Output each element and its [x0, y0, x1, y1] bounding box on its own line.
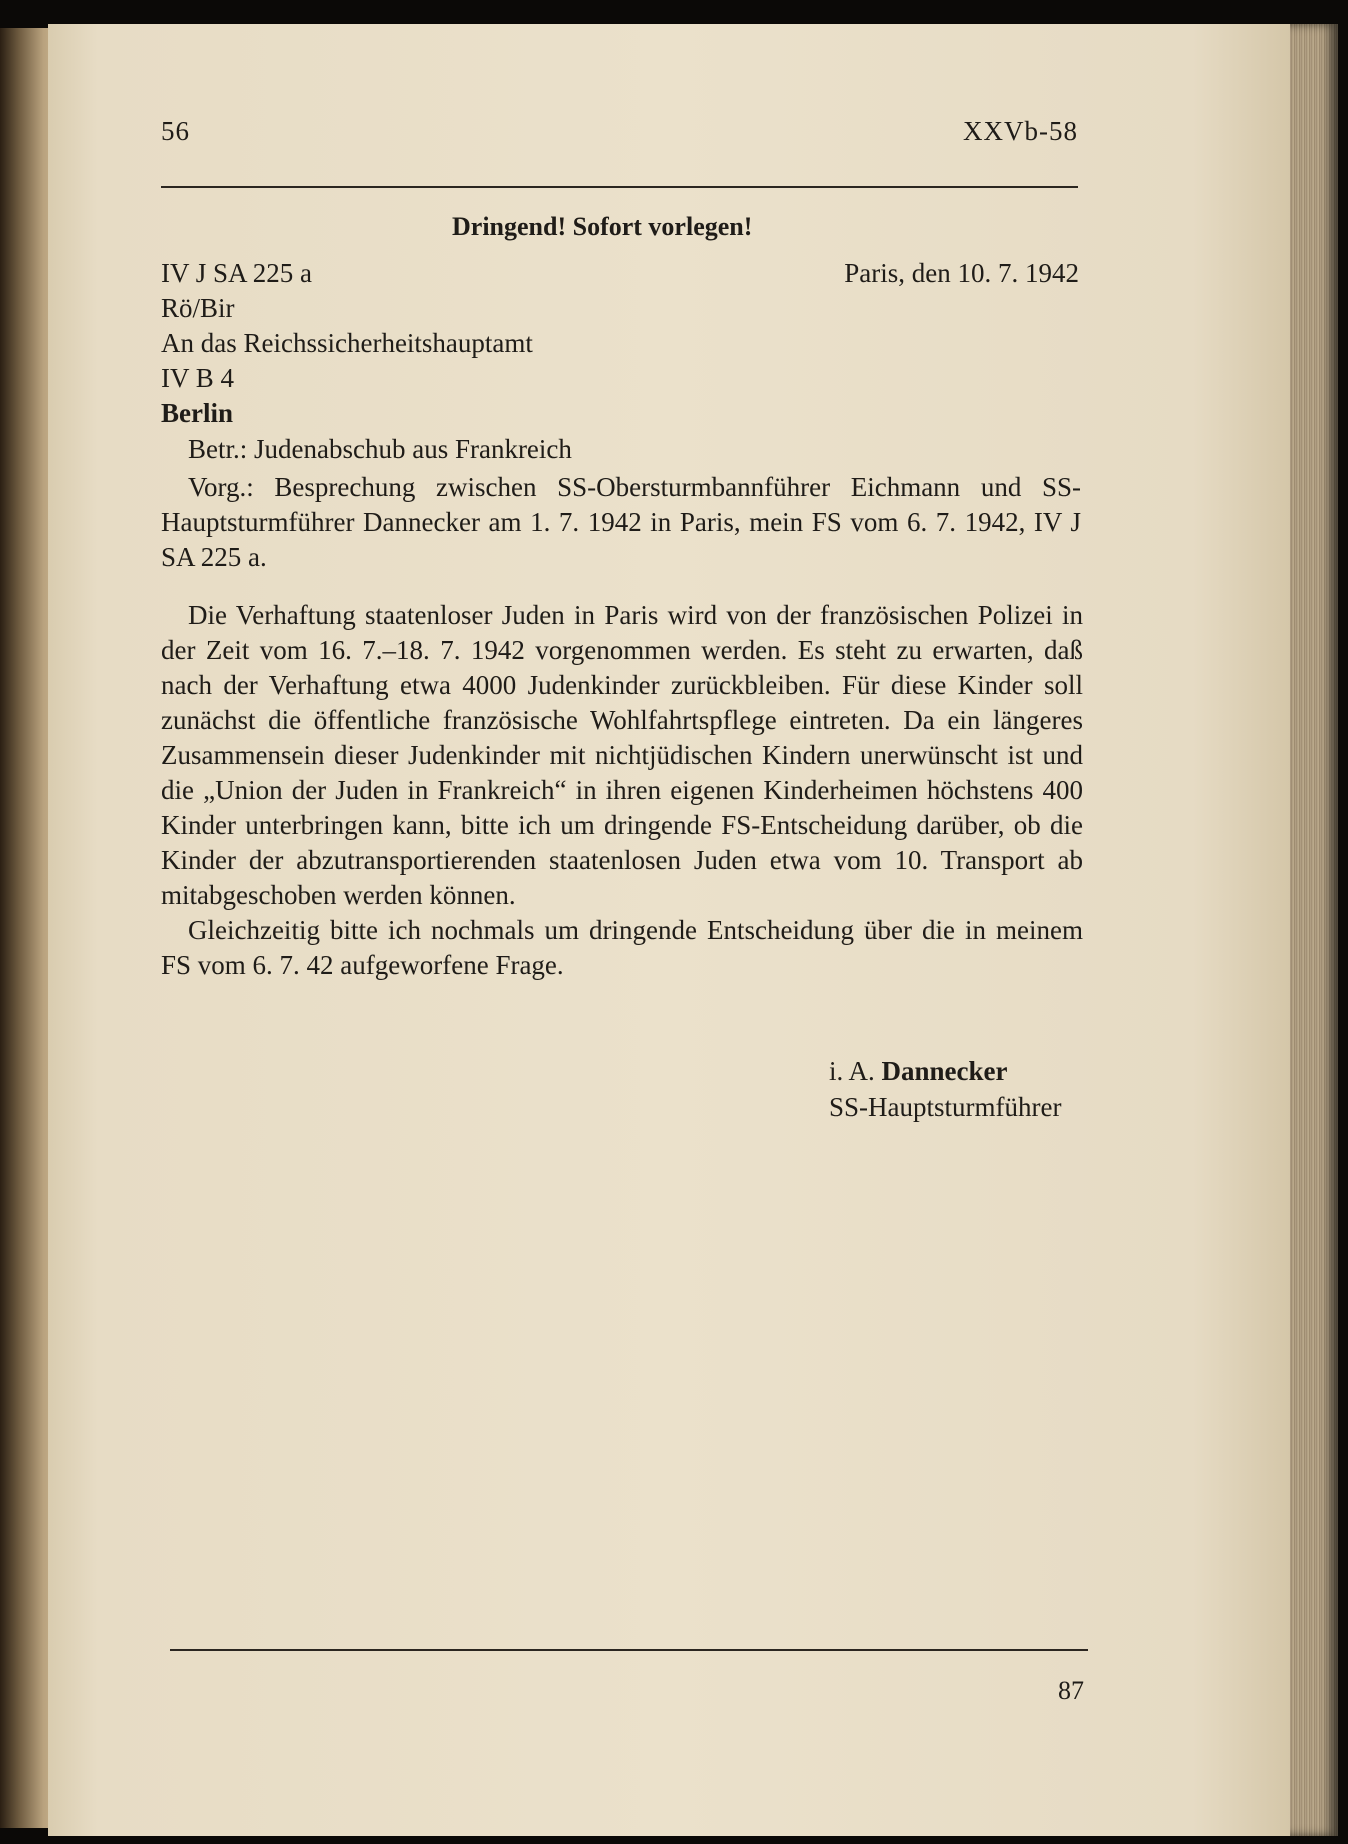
signature-line — [829, 1058, 1008, 1085]
recipient-department: IV B 4 — [161, 363, 235, 393]
recipient-city: Berlin — [161, 398, 233, 428]
recipient-office: An das Reichssicherheitshauptamt — [161, 328, 533, 358]
prior-reference-text: Vorg.: Besprechung zwischen SS-Obersturmbannführer Eichmann und SS-Hauptsturmführer Dannecker am 1. 7. 1942 in Paris, mein FS vom 6. 7. 1942, IV J SA 225 a. — [161, 472, 1081, 572]
signature-name: Dannecker — [881, 1056, 1008, 1086]
urgent-note: Dringend! Sofort vorlegen! — [452, 212, 753, 241]
place-date: Paris, den 10. 7. 1942 — [844, 258, 1079, 288]
page-edges — [1290, 24, 1338, 1836]
body-paragraph-2: Gleichzeitig bitte ich nochmals um dringende Entscheidung über die in meinem FS vom 6. 7. 42 aufgeworfene Frage. — [161, 915, 1083, 980]
file-number: IV J SA 225 a — [161, 258, 313, 288]
header-rule — [161, 186, 1078, 188]
signature-rank: SS-Hauptsturmführer — [829, 1092, 1062, 1122]
document-id: XXVb-58 — [963, 116, 1078, 146]
prior-reference — [161, 470, 1081, 575]
page-number: 56 — [161, 116, 190, 146]
initials: Rö/Bir — [161, 293, 235, 323]
letter-body — [161, 598, 1083, 983]
body-paragraph-1: Die Verhaftung staatenloser Juden in Paris wird von der französischen Polizei in der Zeit vom 16. 7.–18. 7. 1942 vorgenommen werden. Es steht zu erwarten, daß nach der Verhaftung etwa 4000 Judenkinder zurückbleiben. Für diese Kinder soll zunächst die öffentliche französische Wohlfahrtspflege eintreten. Da ein längeres Zusammensein dieser Judenkinder mit nichtjüdischen Kindern unerwünscht ist und die „Union der Juden in Frankreich“ in ihren eigenen Kinderheimen höchstens 400 Kinder unterbringen kann, bitte ich um dringende FS-Entscheidung darüber, ob die Kinder der abzutransportierenden staatenlosen Juden etwa vom 10. Transport ab mitabgeschoben werden können. — [161, 600, 1083, 910]
folio-number: 87 — [1058, 1676, 1084, 1705]
footer-rule — [170, 1649, 1088, 1651]
subject-line: Betr.: Judenabschub aus Frankreich — [188, 434, 572, 464]
signature-prefix: i. A. — [829, 1056, 875, 1086]
